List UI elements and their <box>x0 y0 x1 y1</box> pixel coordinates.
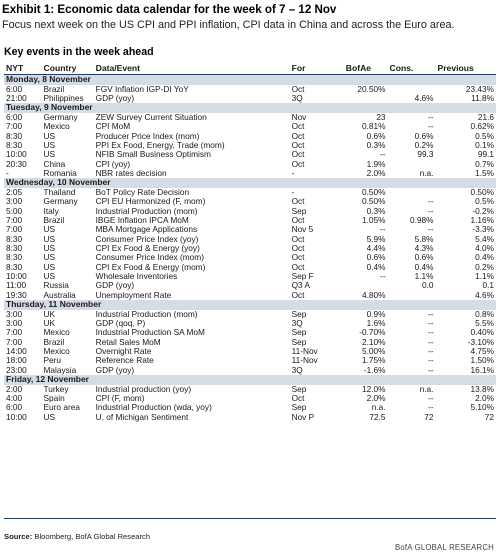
cell-country: Spain <box>43 393 65 403</box>
cell-event: NFIB Small Business Optimism <box>95 150 211 160</box>
cell-prev: 5.10% <box>470 403 494 413</box>
cell-event: CPI (F, mom) <box>95 393 145 403</box>
cell-country: Russia <box>43 281 69 291</box>
cell-for: Oct <box>291 197 305 207</box>
cell-event: CPI Ex Food & Energy (mom) <box>95 262 206 272</box>
cell-country: UK <box>43 318 56 328</box>
cell-country: US <box>43 225 56 235</box>
header-time: NYT <box>4 62 42 75</box>
cell-event: CPI EU Harmonized (F, mom) <box>95 197 206 207</box>
cell-event: CPI Ex Food & Energy (yoy) <box>95 243 200 253</box>
cell-country: Mexico <box>43 328 70 338</box>
cell-cons: 0.98% <box>409 215 434 225</box>
cell-cons: -- <box>427 346 434 356</box>
cell-event: CPI (yoy) <box>95 159 131 169</box>
cell-bofa: 1.9% <box>366 159 386 169</box>
cell-cons: 0.2% <box>414 140 434 150</box>
table-row <box>4 197 496 206</box>
cell-bofa: 2.0% <box>366 393 386 403</box>
cell-cons: 0.0 <box>421 281 434 291</box>
cell-country: Brazil <box>43 84 65 94</box>
cell-cons: -- <box>427 197 434 207</box>
cell-cons <box>388 160 436 169</box>
cell-bofa: 12.0% <box>362 384 386 394</box>
cell-event: Wholesale Inventories <box>95 271 178 281</box>
cell-prev: 1.5% <box>475 168 494 178</box>
header-country: Country <box>42 62 94 75</box>
cell-time: 2:05 <box>6 187 23 197</box>
cell-for: Oct <box>291 84 305 94</box>
cell-country: US <box>43 271 56 281</box>
table-row <box>4 328 496 337</box>
table-row <box>4 347 496 356</box>
cell-time: 7:00 <box>6 225 23 235</box>
cell-bofa: 23 <box>376 112 386 122</box>
cell-bofa: 0.50% <box>362 197 386 207</box>
cell-prev: -0.2% <box>472 206 494 216</box>
cell-prev: 0.2% <box>475 262 494 272</box>
day-header-row <box>4 103 496 113</box>
cell-bofa: 4.4% <box>366 243 386 253</box>
cell-event: Consumer Price Index (yoy) <box>95 234 199 244</box>
table-row <box>4 281 496 290</box>
table-row <box>4 225 496 234</box>
cell-country: US <box>43 150 56 160</box>
cell-country: Australia <box>43 290 76 300</box>
cell-country: UK <box>43 309 56 319</box>
cell-cons: -- <box>427 365 434 375</box>
table-row <box>4 141 496 150</box>
cell-time: 3:00 <box>6 197 23 207</box>
cell-cons: 1.1% <box>414 271 434 281</box>
cell-cons: 0.6% <box>414 131 434 141</box>
header-prev: Previous <box>435 62 496 75</box>
cell-for: 11-Nov <box>291 356 318 366</box>
cell-bofa: 72.5 <box>369 412 386 422</box>
cell-event: Industrial Production (wda, yoy) <box>95 403 212 413</box>
cell-for: Oct <box>291 290 305 300</box>
cell-for: Nov P <box>291 412 315 422</box>
exhibit-subtitle: Focus next week on the US CPI and PPI inflation, CPI data in China and across the Euro area. <box>2 19 455 31</box>
cell-cons: 0.6% <box>414 253 434 263</box>
day-header-row <box>4 178 496 188</box>
table-row <box>4 207 496 216</box>
table-row <box>4 394 496 403</box>
day-label: Thursday, 11 November <box>4 300 496 310</box>
cell-cons <box>388 291 436 300</box>
cell-bofa: 20.50% <box>357 84 386 94</box>
cell-cons: n.a. <box>419 168 434 178</box>
table-row <box>4 403 496 412</box>
cell-event: Retail Sales MoM <box>95 337 161 347</box>
cell-time: 4:00 <box>6 393 23 403</box>
cell-bofa: 0.6% <box>366 253 386 263</box>
cell-time: 10:00 <box>6 412 27 422</box>
cell-time: 6:00 <box>6 403 23 413</box>
cell-time: 21:00 <box>6 93 27 103</box>
table-row <box>4 263 496 272</box>
cell-time: 7:00 <box>6 328 23 338</box>
cell-bofa: -- <box>380 225 386 235</box>
cell-prev: 11.8% <box>471 93 494 103</box>
cell-bofa: 5.9% <box>366 234 386 244</box>
day-label: Friday, 12 November <box>4 375 496 385</box>
cell-event: ZEW Survey Current Situation <box>95 112 207 122</box>
table-row <box>4 385 496 394</box>
cell-cons: 4.3% <box>414 243 434 253</box>
cell-country: Thailand <box>43 187 76 197</box>
cell-time: 3:00 <box>6 309 23 319</box>
cell-prev: 4.75% <box>470 346 494 356</box>
cell-prev: 99.1 <box>477 150 494 160</box>
table-row <box>4 122 496 131</box>
cell-country: US <box>43 234 56 244</box>
cell-prev: 0.8% <box>475 309 494 319</box>
cell-event: GDP (yoy) <box>95 281 135 291</box>
table-row <box>4 150 496 159</box>
table-row <box>4 272 496 281</box>
cell-cons: -- <box>427 309 434 319</box>
cell-bofa: -0.70% <box>359 328 386 338</box>
cell-for: - <box>291 168 295 178</box>
cell-bofa: 0.81% <box>362 122 386 132</box>
cell-prev: -3.3% <box>472 225 494 235</box>
cell-event: U. of Michigan Sentiment <box>95 412 189 422</box>
cell-time: 2:00 <box>6 384 23 394</box>
cell-for: Oct <box>291 215 305 225</box>
cell-event: IBGE Inflation IPCA MoM <box>95 215 189 225</box>
cell-country: US <box>43 131 56 141</box>
table-row <box>4 235 496 244</box>
header-event: Data/Event <box>94 62 290 75</box>
cell-for: Oct <box>291 262 305 272</box>
cell-event: BoT Policy Rate Decision <box>95 187 190 197</box>
cell-event: Industrial Production (mom) <box>95 309 198 319</box>
cell-country: China <box>43 159 66 169</box>
cell-country: Germany <box>43 197 78 207</box>
cell-bofa: 1.6% <box>366 318 386 328</box>
cell-event: Industrial Production SA MoM <box>95 328 205 338</box>
cell-prev: 21.6 <box>477 112 494 122</box>
table-row <box>4 253 496 262</box>
cell-event: CPI MoM <box>95 122 131 132</box>
cell-cons: 4.6% <box>414 93 434 103</box>
cell-for: Oct <box>291 243 305 253</box>
cell-time: 8:30 <box>6 243 23 253</box>
table-row <box>4 244 496 253</box>
cell-for: Oct <box>291 253 305 263</box>
cell-event: Industrial production (yoy) <box>95 384 192 394</box>
cell-bofa: 0.9% <box>366 309 386 319</box>
table-row <box>4 85 496 94</box>
cell-time: 7:00 <box>6 122 23 132</box>
cell-time: 7:00 <box>6 215 23 225</box>
cell-bofa: 0.3% <box>366 140 386 150</box>
cell-bofa: -- <box>380 271 386 281</box>
cell-time: 10:00 <box>6 271 27 281</box>
cell-cons: 99.3 <box>417 150 434 160</box>
cell-prev: 0.1% <box>475 140 494 150</box>
cell-for: - <box>291 187 295 197</box>
table-header-row <box>4 62 496 75</box>
source-text: Bloomberg, BofA Global Research <box>34 532 151 541</box>
cell-country: Romania <box>43 168 77 178</box>
table-row <box>4 356 496 365</box>
cell-bofa <box>344 281 388 290</box>
cell-for: Sep <box>291 337 307 347</box>
calendar-body <box>4 75 496 422</box>
cell-cons: 72 <box>424 412 434 422</box>
cell-for: Oct <box>291 393 305 403</box>
cell-country: Italy <box>43 206 59 216</box>
cell-prev: 0.5% <box>475 131 494 141</box>
cell-country: Turkey <box>43 384 69 394</box>
cell-event: GDP (yoy) <box>95 365 135 375</box>
table-row <box>4 160 496 169</box>
day-header-row <box>4 75 496 85</box>
day-header-row <box>4 375 496 385</box>
cell-country: Mexico <box>43 122 70 132</box>
table-row <box>4 413 496 422</box>
cell-bofa: 1.75% <box>362 356 386 366</box>
table-row <box>4 338 496 347</box>
cell-time: 8:30 <box>6 140 23 150</box>
cell-for: 11-Nov <box>291 346 318 356</box>
cell-time: 5:00 <box>6 206 23 216</box>
cell-cons: 0.4% <box>414 262 434 272</box>
cell-time: 6:00 <box>6 84 23 94</box>
cell-bofa: 5.00% <box>362 346 386 356</box>
cell-prev: 0.62% <box>470 122 494 132</box>
cell-for: Sep <box>291 328 307 338</box>
cell-time: 8:30 <box>6 234 23 244</box>
cell-for: Sep F <box>291 271 314 281</box>
cell-country: US <box>43 243 56 253</box>
table-row <box>4 94 496 103</box>
cell-cons: -- <box>427 318 434 328</box>
cell-prev: 23.43% <box>465 84 494 94</box>
cell-prev: 16.1% <box>470 365 494 375</box>
table-row <box>4 169 496 178</box>
cell-bofa: n.a. <box>371 403 386 413</box>
cell-event: Consumer Price Index (mom) <box>95 253 204 263</box>
cell-bofa <box>344 94 388 103</box>
cell-cons: -- <box>427 122 434 132</box>
cell-for: Oct <box>291 234 305 244</box>
cell-for: Sep <box>291 206 307 216</box>
brand-footer: BofA GLOBAL RESEARCH <box>394 543 494 552</box>
table-row <box>4 188 496 197</box>
table-row <box>4 291 496 300</box>
cell-time: 20:30 <box>6 159 27 169</box>
cell-for: Sep <box>291 309 307 319</box>
cell-prev: 2.0% <box>475 393 494 403</box>
source-note <box>4 532 150 541</box>
cell-time: 3:00 <box>6 318 23 328</box>
cell-country: Philippines <box>43 93 84 103</box>
cell-event: Industrial Production (mom) <box>95 206 198 216</box>
header-bofa: BofAe <box>344 62 388 75</box>
cell-event: FGV Inflation IGP-DI YoY <box>95 84 189 94</box>
cell-event: GDP (yoy) <box>95 93 135 103</box>
table-row <box>4 310 496 319</box>
calendar-table <box>4 62 496 422</box>
cell-country: US <box>43 140 56 150</box>
cell-prev: 4.6% <box>475 290 494 300</box>
cell-bofa: 0.6% <box>366 131 386 141</box>
cell-prev: 4.0% <box>475 243 494 253</box>
cell-cons: -- <box>427 337 434 347</box>
cell-country: Euro area <box>43 403 80 413</box>
cell-event: Reference Rate <box>95 356 154 366</box>
cell-prev: 0.5% <box>475 197 494 207</box>
table-row <box>4 113 496 122</box>
cell-for: Oct <box>291 131 305 141</box>
cell-time: 14:00 <box>6 346 27 356</box>
cell-time: 11:00 <box>6 281 27 291</box>
source-label: Source: <box>4 532 33 541</box>
cell-bofa: -1.6% <box>363 365 386 375</box>
cell-cons: 5.8% <box>414 234 434 244</box>
cell-bofa: 0.4% <box>366 262 386 272</box>
cell-event: Producer Price Index (mom) <box>95 131 200 141</box>
cell-for: Nov 5 <box>291 225 314 235</box>
day-label: Tuesday, 9 November <box>4 103 496 113</box>
day-label: Wednesday, 10 November <box>4 178 496 188</box>
table-row <box>4 132 496 141</box>
cell-time: 18:00 <box>6 356 27 366</box>
cell-country: Malaysia <box>43 365 77 375</box>
cell-for: 3Q <box>291 93 303 103</box>
cell-cons: n.a. <box>419 384 434 394</box>
header-for: For <box>290 62 344 75</box>
cell-cons: -- <box>427 393 434 403</box>
table-row <box>4 216 496 225</box>
cell-country: Brazil <box>43 215 65 225</box>
cell-for: Sep <box>291 403 307 413</box>
section-title: Key events in the week ahead <box>4 46 154 58</box>
cell-bofa: 4.80% <box>362 290 386 300</box>
cell-for: Q3 A <box>291 281 311 291</box>
day-header-row <box>4 300 496 310</box>
cell-prev: 1.1% <box>475 271 494 281</box>
cell-cons: -- <box>427 225 434 235</box>
cell-time: 10:00 <box>6 150 27 160</box>
cell-country: Germany <box>43 112 78 122</box>
cell-time: 23:00 <box>6 365 27 375</box>
cell-time: 8:30 <box>6 262 23 272</box>
exhibit-title: Exhibit 1: Economic data calendar for the week of 7 – 12 Nov <box>2 3 337 16</box>
cell-bofa: 2.10% <box>362 337 386 347</box>
cell-for: 3Q <box>291 318 303 328</box>
cell-for: Oct <box>291 159 305 169</box>
table-row <box>4 319 496 328</box>
cell-for: Sep <box>291 384 307 394</box>
header-cons: Cons. <box>388 62 436 75</box>
cell-country: Brazil <box>43 337 65 347</box>
cell-time: - <box>6 168 9 178</box>
cell-prev: 0.4% <box>475 253 494 263</box>
table-row <box>4 366 496 375</box>
cell-event: Overnight Rate <box>95 346 152 356</box>
cell-prev: 13.8% <box>470 384 494 394</box>
cell-prev: 0.40% <box>470 328 494 338</box>
cell-time: 8:30 <box>6 131 23 141</box>
cell-time: 7:00 <box>6 337 23 347</box>
cell-prev: 5.4% <box>475 234 494 244</box>
cell-cons <box>388 85 436 94</box>
day-label: Monday, 8 November <box>4 75 496 85</box>
cell-for: Oct <box>291 140 305 150</box>
cell-bofa: 0.50% <box>362 187 386 197</box>
cell-event: GDP (qoq, P) <box>95 318 146 328</box>
cell-event: Unemployment Rate <box>95 290 172 300</box>
cell-event: PPI Ex Food, Energy, Trade (mom) <box>95 140 225 150</box>
cell-for: Nov <box>291 112 307 122</box>
cell-cons: -- <box>427 206 434 216</box>
cell-country: Peru <box>43 356 62 366</box>
cell-time: 8:30 <box>6 253 23 263</box>
cell-event: NBR rates decision <box>95 168 167 178</box>
cell-prev: 0.1 <box>482 281 494 291</box>
cell-bofa: 0.3% <box>366 206 386 216</box>
bottom-rule <box>4 518 496 519</box>
cell-cons: -- <box>427 112 434 122</box>
cell-time: 6:00 <box>6 112 23 122</box>
cell-country: US <box>43 262 56 272</box>
cell-prev: 72 <box>484 412 494 422</box>
cell-cons: -- <box>427 356 434 366</box>
cell-event: MBA Mortgage Applications <box>95 225 198 235</box>
cell-cons <box>388 188 436 197</box>
cell-cons: -- <box>427 403 434 413</box>
cell-for: 3Q <box>291 365 303 375</box>
cell-time: 19:30 <box>6 290 27 300</box>
cell-bofa: -- <box>380 150 386 160</box>
cell-prev: 0.50% <box>470 187 494 197</box>
cell-prev: -3.10% <box>467 337 494 347</box>
cell-bofa: 2.0% <box>366 168 386 178</box>
cell-cons: -- <box>427 328 434 338</box>
cell-prev: 0.7% <box>475 159 494 169</box>
cell-for: Oct <box>291 122 305 132</box>
cell-country: US <box>43 253 56 263</box>
cell-country: US <box>43 412 56 422</box>
cell-for: Oct <box>291 150 305 160</box>
cell-bofa: 1.05% <box>362 215 386 225</box>
cell-prev: 1.16% <box>470 215 494 225</box>
cell-prev: 1.50% <box>470 356 494 366</box>
cell-country: Mexico <box>43 346 70 356</box>
cell-prev: 5.5% <box>475 318 494 328</box>
